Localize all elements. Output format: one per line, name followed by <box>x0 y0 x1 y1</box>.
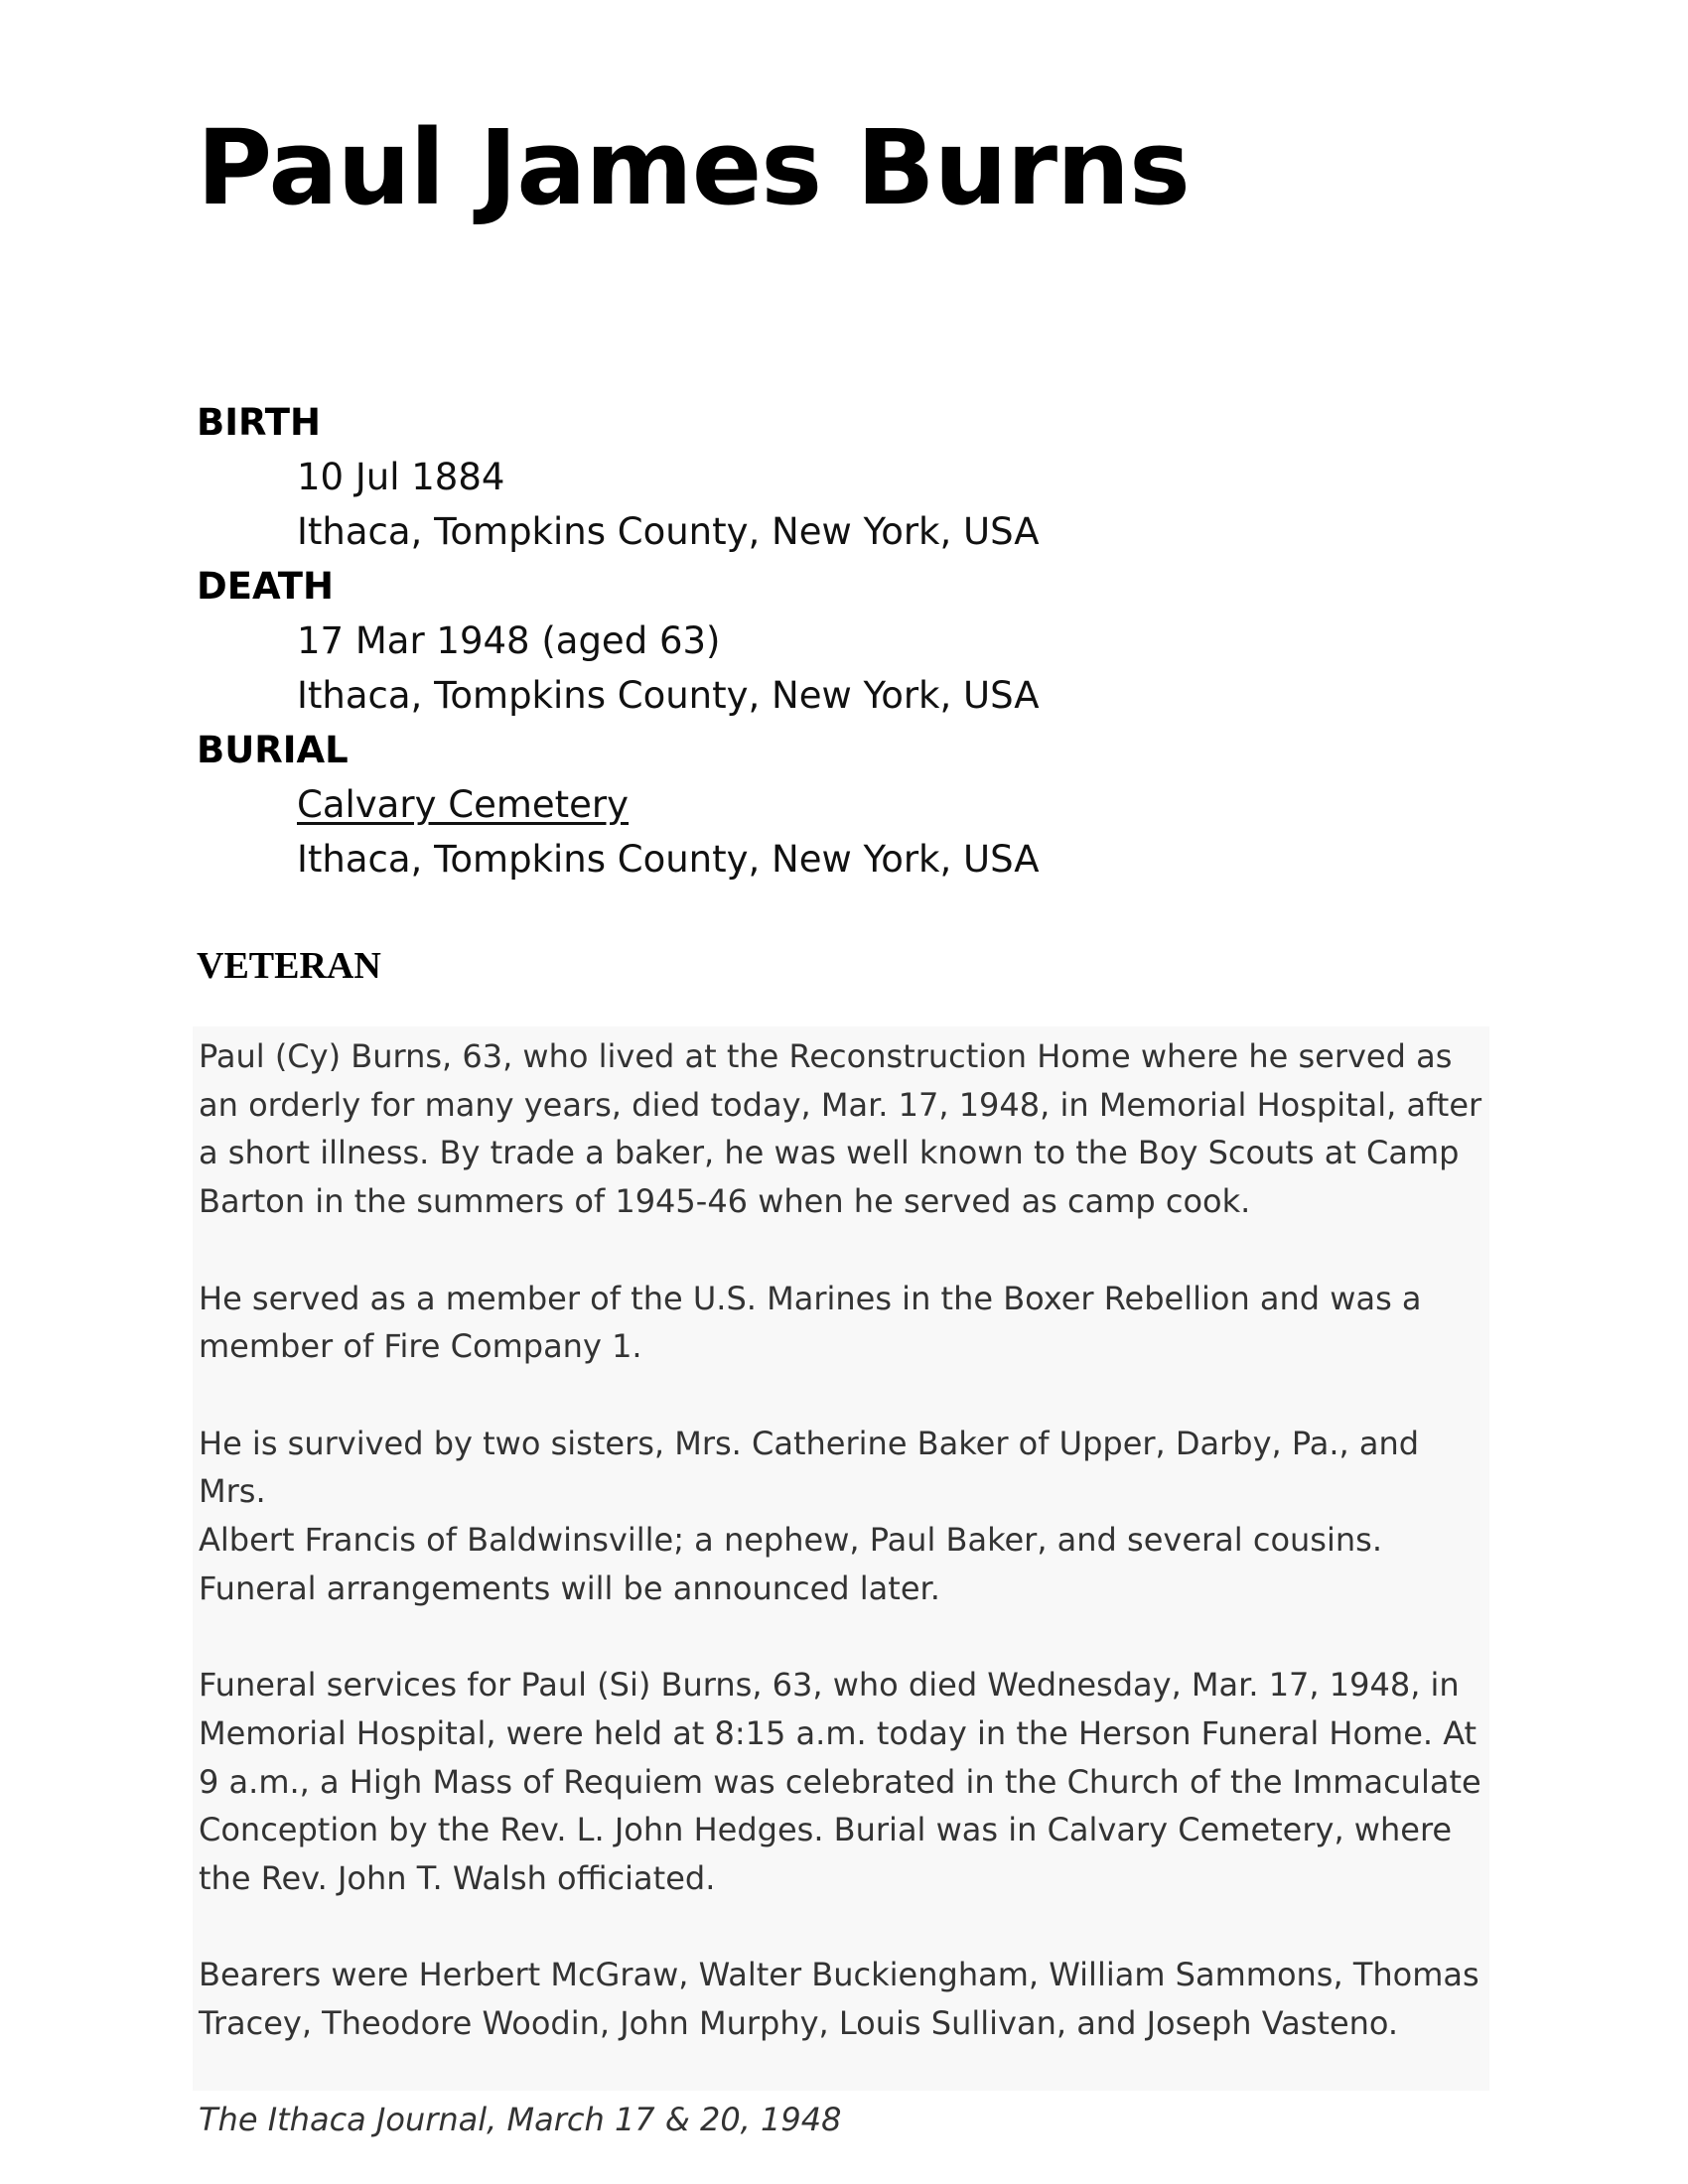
death-label: DEATH <box>197 565 334 608</box>
birth-place: Ithaca, Tompkins County, New York, USA <box>297 510 1040 553</box>
bio-line: Albert Francis of Baldwinsville; a nephew, Paul Baker, and several cousins. <box>199 1521 1382 1559</box>
bio-line: Paul (Cy) Burns, 63, who lived at the Reconstruction Home where he served as <box>199 1037 1453 1075</box>
burial-place: Ithaca, Tompkins County, New York, USA <box>297 838 1040 881</box>
birth-date: 10 Jul 1884 <box>297 456 505 498</box>
death-date: 17 Mar 1948 (aged 63) <box>297 619 721 662</box>
bio-line: Tracey, Theodore Woodin, John Murphy, Louis Sullivan, and Joseph Vasteno. <box>199 2004 1399 2042</box>
bio-line: Funeral services for Paul (Si) Burns, 63, who died Wednesday, Mar. 17, 1948, in <box>199 1666 1460 1705</box>
cemetery-link[interactable]: Calvary Cemetery <box>297 783 630 826</box>
bio-line: 9 a.m., a High Mass of Requiem was celebrated in the Church of the Immaculate <box>199 1762 1481 1801</box>
bio-line: Memorial Hospital, were held at 8:15 a.m. today in the Herson Funeral Home. At <box>199 1713 1477 1752</box>
bio-line: Barton in the summers of 1945-46 when he served as camp cook. <box>199 1182 1251 1221</box>
bio-paragraph <box>199 1951 1489 2047</box>
bio-line: Bearers were Herbert McGraw, Walter Buckiengham, William Sammons, Thomas <box>199 1956 1479 1994</box>
citation: The Ithaca Journal, March 17 & 20, 1948 <box>199 2101 842 2139</box>
birth-label: BIRTH <box>197 401 322 444</box>
bio-paragraph <box>199 1032 1489 1226</box>
bio-paragraph <box>199 1420 1489 1613</box>
bio-line: a short illness. By trade a baker, he was well known to the Boy Scouts at Camp <box>199 1134 1460 1172</box>
section-heading: VETERAN <box>197 945 381 987</box>
bio-line: Funeral arrangements will be announced later. <box>199 1569 940 1607</box>
bio-text <box>199 1032 1489 2144</box>
bio-line: the Rev. John T. Walsh officiated. <box>199 1858 716 1897</box>
bio-line: He served as a member of the U.S. Marines in the Boxer Rebellion and was a <box>199 1279 1422 1317</box>
burial-label: BURIAL <box>197 729 349 771</box>
bio-paragraph <box>199 1275 1489 1371</box>
bio-line: He is survived by two sisters, Mrs. Catherine Baker of Upper, Darby, Pa., and Mrs. <box>199 1424 1420 1511</box>
death-place: Ithaca, Tompkins County, New York, USA <box>297 674 1040 717</box>
bio-paragraph <box>199 1661 1489 1903</box>
burial-cemetery-row <box>197 777 1487 832</box>
bio-line: Conception by the Rev. L. John Hedges. Burial was in Calvary Cemetery, where <box>199 1811 1453 1849</box>
vital-facts <box>197 395 1487 887</box>
page-title: Paul James Burns <box>197 107 1190 228</box>
bio-line: member of Fire Company 1. <box>199 1327 642 1366</box>
bio-line: an orderly for many years, died today, Mar. 17, 1948, in Memorial Hospital, after <box>199 1085 1482 1124</box>
